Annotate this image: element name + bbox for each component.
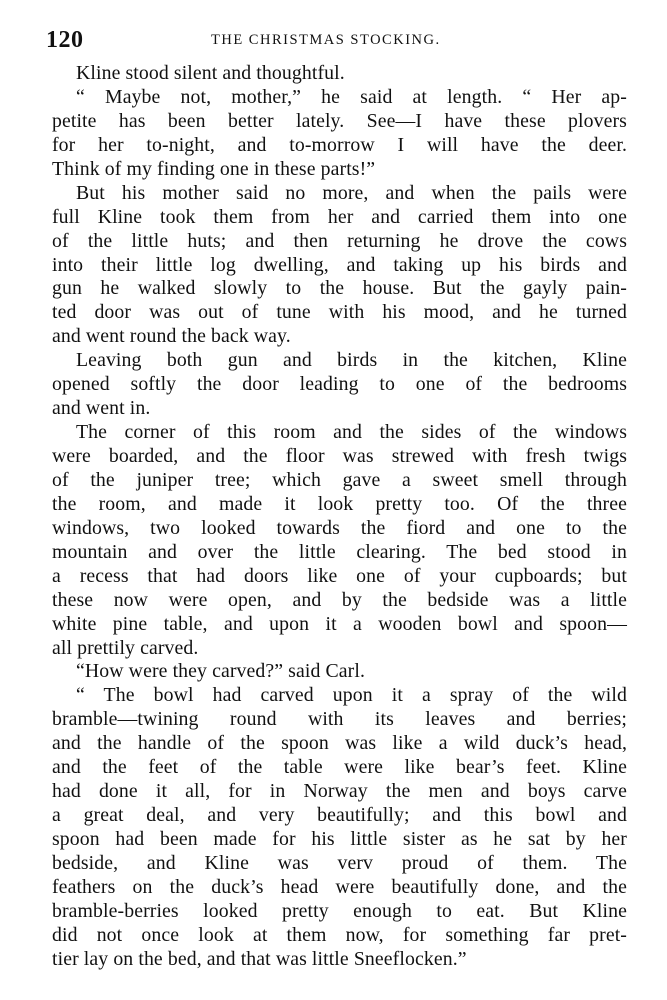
text-line: petite has been better lately. See—I have these plovers <box>52 109 627 132</box>
running-head: THE CHRISTMAS STOCKING. <box>211 32 441 48</box>
text-line: bramble-berries looked pretty enough to eat. But Kline <box>52 899 627 922</box>
text-line: tier lay on the bed, and that was little Sneeflocken.” <box>52 947 467 970</box>
text-line: the room, and made it look pretty too. Of the three <box>52 492 627 515</box>
text-line: Think of my finding one in these parts!” <box>52 157 376 180</box>
text-line: mountain and over the little clearing. The bed stood in <box>52 540 627 563</box>
page-header <box>46 22 626 58</box>
text-line: windows, two looked towards the fiord and one to the <box>52 516 627 539</box>
text-line: feathers on the duck’s head were beautifully done, and the <box>52 875 627 898</box>
text-line: ted door was out of tune with his mood, and he turned <box>52 301 627 324</box>
body-text <box>52 62 627 972</box>
page-number: 120 <box>46 27 84 53</box>
text-line: were boarded, and the floor was strewed with fresh twigs <box>52 445 627 467</box>
text-line: did not once look at them now, for something far pret- <box>52 923 627 946</box>
text-line: opened softly the door leading to one of the bedrooms <box>52 373 627 396</box>
text-line: spoon had been made for his little sister as he sat by her <box>52 828 627 850</box>
text-line: a great deal, and very beautifully; and this bowl and <box>52 804 627 827</box>
text-line: and went in. <box>52 397 151 420</box>
text-line: and the feet of the table were like bear’s feet. Kline <box>52 756 627 779</box>
text-line: for her to-night, and to-morrow I will have the deer. <box>52 133 627 156</box>
text-line: gun he walked slowly to the house. But the gayly pain- <box>52 277 627 300</box>
text-line: “How were they carved?” said Carl. <box>76 660 365 683</box>
text-line: had done it all, for in Norway the men and boys carve <box>52 780 627 803</box>
text-line: Kline stood silent and thoughtful. <box>76 62 345 84</box>
text-line: and went round the back way. <box>52 325 291 348</box>
text-line: full Kline took them from her and carried them into one <box>52 205 627 228</box>
text-line: “ The bowl had carved upon it a spray of the wild <box>76 684 627 707</box>
text-line: all prettily carved. <box>52 636 199 659</box>
text-line: these now were open, and by the bedside was a little <box>52 588 627 611</box>
text-line: bramble—twining round with its leaves and berries; <box>52 708 627 731</box>
text-line: bedside, and Kline was verv proud of them. The <box>52 851 627 874</box>
text-line: But his mother said no more, and when the pails were <box>76 181 627 204</box>
text-line: of the juniper tree; which gave a sweet smell through <box>52 468 627 491</box>
text-line: a recess that had doors like one of your cupboards; but <box>52 564 627 587</box>
text-line: of the little huts; and then returning he drove the cows <box>52 229 627 252</box>
text-line: The corner of this room and the sides of the windows <box>76 421 627 444</box>
text-line: and the handle of the spoon was like a wild duck’s head, <box>52 732 627 755</box>
text-line: white pine table, and upon it a wooden bowl and spoon— <box>52 612 627 635</box>
text-line: into their little log dwelling, and taking up his birds and <box>52 253 627 276</box>
text-line: Leaving both gun and birds in the kitchen, Kline <box>76 349 627 372</box>
text-line: “ Maybe not, mother,” he said at length. “ Her ap- <box>76 85 627 108</box>
